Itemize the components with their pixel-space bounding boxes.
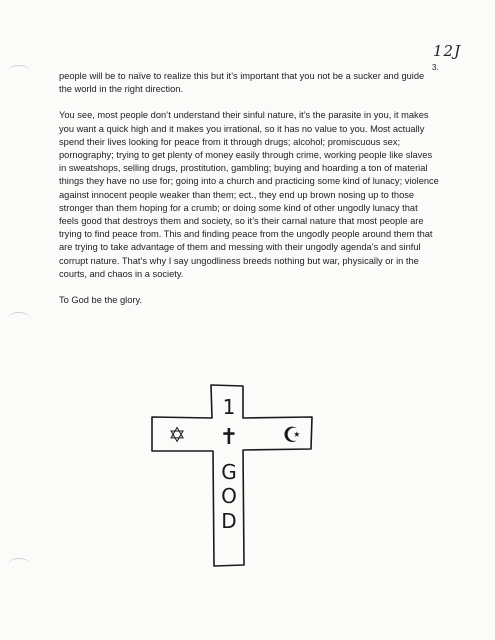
paragraph-2: You see, most people don’t understand their sinful nature, it’s the parasite in you, it makes you want a quick high and it makes you irrational, so it has no value to you. Most actually spend their lives looking for peace from it through drugs; alcohol; promiscuous sex; pornography; trying to get plenty of money easily through crime, working people like slaves in sweatshops, selling drugs, prostitution, gambling; buying and hoarding a ton of material things they have no use for; going into a church and practicing some kind of lunacy; violence against innocent people weaker than them; ect., they end up brown nosing up to those stronger than them hoping for a crumb; or doing some kind of other ungodly lunacy that feels good that destroys them and society, so it’s their carnal nature that most people are trying to find peace from. This and finding peace from the ungodly people around them that are trying to take advantage of them and messing with their ungodly agenda’s and sinful corrupt nature. That’s why I say ungodliness breeds nothing but war, physically or in the courts, and chaos in a society. <box>59 110 439 279</box>
paragraph-3: To God be the glory. <box>59 295 143 306</box>
handwritten-page-mark: 12J <box>433 42 462 60</box>
punch-hole <box>8 558 30 571</box>
page-number: 3. <box>432 63 439 72</box>
letter-d: D <box>221 509 237 533</box>
star-of-david-icon: ✡ <box>168 423 186 447</box>
punch-hole <box>8 65 30 78</box>
punch-hole <box>8 312 30 325</box>
letter-o: O <box>221 484 237 508</box>
letter-g: G <box>221 460 237 484</box>
hand-drawn-cross <box>140 375 340 575</box>
paragraph-1: people will be to naïve to realize this but it’s important that you not be a sucker and guide the world in the right direction. <box>59 71 425 95</box>
crescent-star-icon: ☪ <box>282 423 302 447</box>
number-one: 1 <box>222 395 236 419</box>
body-text <box>59 70 439 320</box>
christian-cross-icon: ✝ <box>219 425 239 450</box>
